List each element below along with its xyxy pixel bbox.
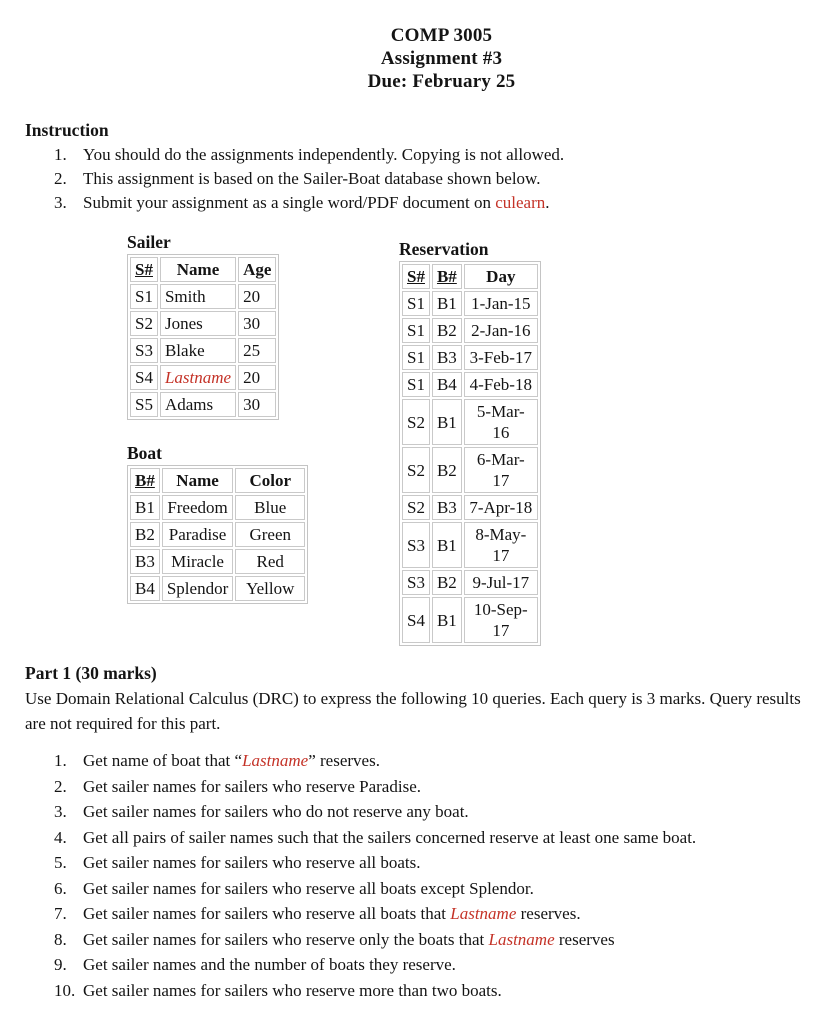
table-cell: S3 xyxy=(130,338,158,363)
table-cell: 6-Mar-17 xyxy=(464,447,538,493)
table-cell: S1 xyxy=(402,345,430,370)
table-cell: S1 xyxy=(402,318,430,343)
item-text-run: Get all pairs of sailer names such that the sailers concerned reserve at least one same boat. xyxy=(83,827,697,847)
table-cell: Yellow xyxy=(235,576,305,601)
boat-table-group xyxy=(127,444,308,604)
lastname-placeholder: Lastname xyxy=(450,904,517,923)
table-cell: B4 xyxy=(432,372,462,397)
item-number: 3. xyxy=(54,193,67,212)
item-text-run: reserves xyxy=(554,929,615,949)
item-text xyxy=(83,167,812,191)
item-text-run: Get name of boat that “ xyxy=(83,751,243,770)
table-row xyxy=(130,522,305,547)
table-header-row xyxy=(130,257,276,282)
item-text-run: Get sailer names for sailers who reserve more than two boats. xyxy=(83,980,502,1000)
table-cell: Adams xyxy=(160,392,236,417)
title-block xyxy=(25,14,812,93)
item-number: 2. xyxy=(54,169,67,188)
item-number: 10. xyxy=(54,980,76,1000)
column-header: Age xyxy=(238,257,276,282)
query-item xyxy=(54,850,812,876)
table-cell: B3 xyxy=(432,345,462,370)
table-cell: Freedom xyxy=(162,495,233,520)
table-row xyxy=(402,345,538,370)
table-row xyxy=(130,549,305,574)
table-cell: S1 xyxy=(130,284,158,309)
table-cell: 7-Apr-18 xyxy=(464,495,538,520)
reservation-table-label: Reservation xyxy=(399,239,489,259)
item-number: 6. xyxy=(54,878,67,898)
table-row xyxy=(130,311,276,336)
table-cell: 8-May-17 xyxy=(464,522,538,568)
item-text-run: . xyxy=(545,193,550,212)
item-text-run: Submit your assignment as a single word/PDF document on xyxy=(83,193,496,212)
boat-table xyxy=(127,465,308,604)
table-cell: 30 xyxy=(238,392,276,417)
table-cell: Smith xyxy=(160,284,236,309)
instruction-item xyxy=(54,167,812,191)
table-cell: B1 xyxy=(130,495,160,520)
table-header-row xyxy=(130,468,305,493)
query-item xyxy=(54,876,812,902)
culearn-link[interactable]: culearn xyxy=(495,193,546,212)
item-text xyxy=(83,825,812,851)
table-cell: B2 xyxy=(130,522,160,547)
query-list xyxy=(25,748,812,1003)
item-text-run: reserves. xyxy=(516,904,581,923)
table-row xyxy=(130,365,276,390)
item-text xyxy=(83,927,812,953)
lastname-placeholder: Lastname xyxy=(488,929,555,949)
table-cell: S4 xyxy=(402,597,430,643)
table-row xyxy=(402,495,538,520)
item-number: 8. xyxy=(54,929,67,949)
table-cell: Blue xyxy=(235,495,305,520)
table-header-row xyxy=(402,264,538,289)
item-text-run: Get sailer names for sailers who reserve Paradise. xyxy=(83,776,421,796)
table-cell: S2 xyxy=(130,311,158,336)
sailer-table-group xyxy=(127,233,279,420)
instruction-list xyxy=(25,143,812,215)
table-cell: B1 xyxy=(432,399,462,445)
table-cell: B1 xyxy=(432,291,462,316)
query-item xyxy=(54,952,812,978)
item-text xyxy=(83,748,812,774)
table-cell: S5 xyxy=(130,392,158,417)
item-text xyxy=(83,143,812,167)
table-row xyxy=(130,495,305,520)
table-cell: S1 xyxy=(402,291,430,316)
item-text-run: Get sailer names for sailers who reserve all boats that xyxy=(83,904,451,923)
table-cell: 25 xyxy=(238,338,276,363)
table-cell: Paradise xyxy=(162,522,233,547)
item-text-run: Get sailer names for sailers who reserve only the boats that xyxy=(83,929,489,949)
query-item xyxy=(54,978,812,1004)
item-text xyxy=(83,774,812,800)
table-cell: S3 xyxy=(402,522,430,568)
table-row xyxy=(402,372,538,397)
column-header: S# xyxy=(130,257,158,282)
table-cell: Lastname xyxy=(160,365,236,390)
column-header: B# xyxy=(432,264,462,289)
part1-heading: Part 1 (30 marks) xyxy=(25,663,157,683)
table-row xyxy=(130,576,305,601)
sailer-table-label: Sailer xyxy=(127,232,171,252)
query-item xyxy=(54,901,812,927)
table-cell: S3 xyxy=(402,570,430,595)
table-cell: B4 xyxy=(130,576,160,601)
item-text xyxy=(83,901,812,927)
item-text-run: ” reserves. xyxy=(308,751,380,770)
reservation-table xyxy=(399,261,541,646)
table-row xyxy=(402,570,538,595)
item-text-run: Get sailer names and the number of boats they reserve. xyxy=(83,955,456,974)
table-cell: B3 xyxy=(432,495,462,520)
item-number: 3. xyxy=(54,802,67,821)
table-cell: Miracle xyxy=(162,549,233,574)
table-cell: Splendor xyxy=(162,576,233,601)
table-row xyxy=(402,447,538,493)
item-text xyxy=(83,850,812,876)
item-text xyxy=(83,952,812,978)
table-cell: S4 xyxy=(130,365,158,390)
item-number: 1. xyxy=(54,145,67,164)
table-cell: 3-Feb-17 xyxy=(464,345,538,370)
item-text-run: You should do the assignments independently. Copying is not allowed. xyxy=(83,145,565,164)
table-cell: B2 xyxy=(432,447,462,493)
column-header: Name xyxy=(160,257,236,282)
query-item xyxy=(54,825,812,851)
column-header: Name xyxy=(162,468,233,493)
table-cell: S1 xyxy=(402,372,430,397)
table-cell: Green xyxy=(235,522,305,547)
column-header: Color xyxy=(235,468,305,493)
table-row xyxy=(130,338,276,363)
table-cell: 1-Jan-15 xyxy=(464,291,538,316)
table-cell: S2 xyxy=(402,495,430,520)
item-number: 2. xyxy=(54,776,67,796)
table-cell: B3 xyxy=(130,549,160,574)
item-number: 4. xyxy=(54,827,67,847)
item-text-run: Get sailer names for sailers who reserve all boats except Splendor. xyxy=(83,878,534,898)
part1-intro: Use Domain Relational Calculus (DRC) to express the following 10 queries. Each query is 3 marks. Query results are not required for this part. xyxy=(25,689,801,733)
table-cell: 30 xyxy=(238,311,276,336)
instruction-item xyxy=(54,143,812,167)
item-number: 1. xyxy=(54,751,67,770)
table-row xyxy=(130,392,276,417)
column-header: Day xyxy=(464,264,538,289)
item-text xyxy=(83,876,812,902)
table-cell: B1 xyxy=(432,522,462,568)
table-cell: 4-Feb-18 xyxy=(464,372,538,397)
table-cell: B1 xyxy=(432,597,462,643)
course-title: COMP 3005 xyxy=(390,25,493,46)
query-item xyxy=(54,748,812,774)
boat-table-label: Boat xyxy=(127,443,162,463)
query-item xyxy=(54,927,812,953)
item-text-run: Get sailer names for sailers who do not reserve any boat. xyxy=(83,802,469,821)
instruction-heading: Instruction xyxy=(25,120,109,140)
table-cell: 9-Jul-17 xyxy=(464,570,538,595)
item-number: 7. xyxy=(54,904,67,923)
reservation-table-group xyxy=(399,240,541,646)
table-cell: 20 xyxy=(238,365,276,390)
item-text xyxy=(83,191,812,215)
table-cell: 2-Jan-16 xyxy=(464,318,538,343)
table-cell: S2 xyxy=(402,399,430,445)
table-cell: Jones xyxy=(160,311,236,336)
column-header: B# xyxy=(130,468,160,493)
table-cell: 10-Sep-17 xyxy=(464,597,538,643)
table-cell: B2 xyxy=(432,318,462,343)
query-item xyxy=(54,799,812,825)
table-row xyxy=(402,291,538,316)
table-cell: 20 xyxy=(238,284,276,309)
table-cell: Red xyxy=(235,549,305,574)
table-row xyxy=(402,399,538,445)
item-number: 9. xyxy=(54,955,67,974)
item-text-run: This assignment is based on the Sailer-Boat database shown below. xyxy=(83,169,541,188)
database-section xyxy=(25,232,812,640)
table-cell: Blake xyxy=(160,338,236,363)
item-text xyxy=(83,799,812,825)
table-row xyxy=(402,318,538,343)
table-row xyxy=(402,522,538,568)
item-number: 5. xyxy=(54,853,67,872)
table-row xyxy=(130,284,276,309)
sailer-table xyxy=(127,254,279,420)
lastname-placeholder: Lastname xyxy=(242,751,309,770)
table-row xyxy=(402,597,538,643)
due-date: Due: February 25 xyxy=(367,71,516,92)
instruction-item xyxy=(54,191,812,215)
column-header: S# xyxy=(402,264,430,289)
table-cell: 5-Mar-16 xyxy=(464,399,538,445)
item-text-run: Get sailer names for sailers who reserve all boats. xyxy=(83,853,421,872)
table-cell: S2 xyxy=(402,447,430,493)
query-item xyxy=(54,774,812,800)
item-text xyxy=(83,978,812,1004)
table-cell: B2 xyxy=(432,570,462,595)
assignment-title: Assignment #3 xyxy=(380,48,503,69)
